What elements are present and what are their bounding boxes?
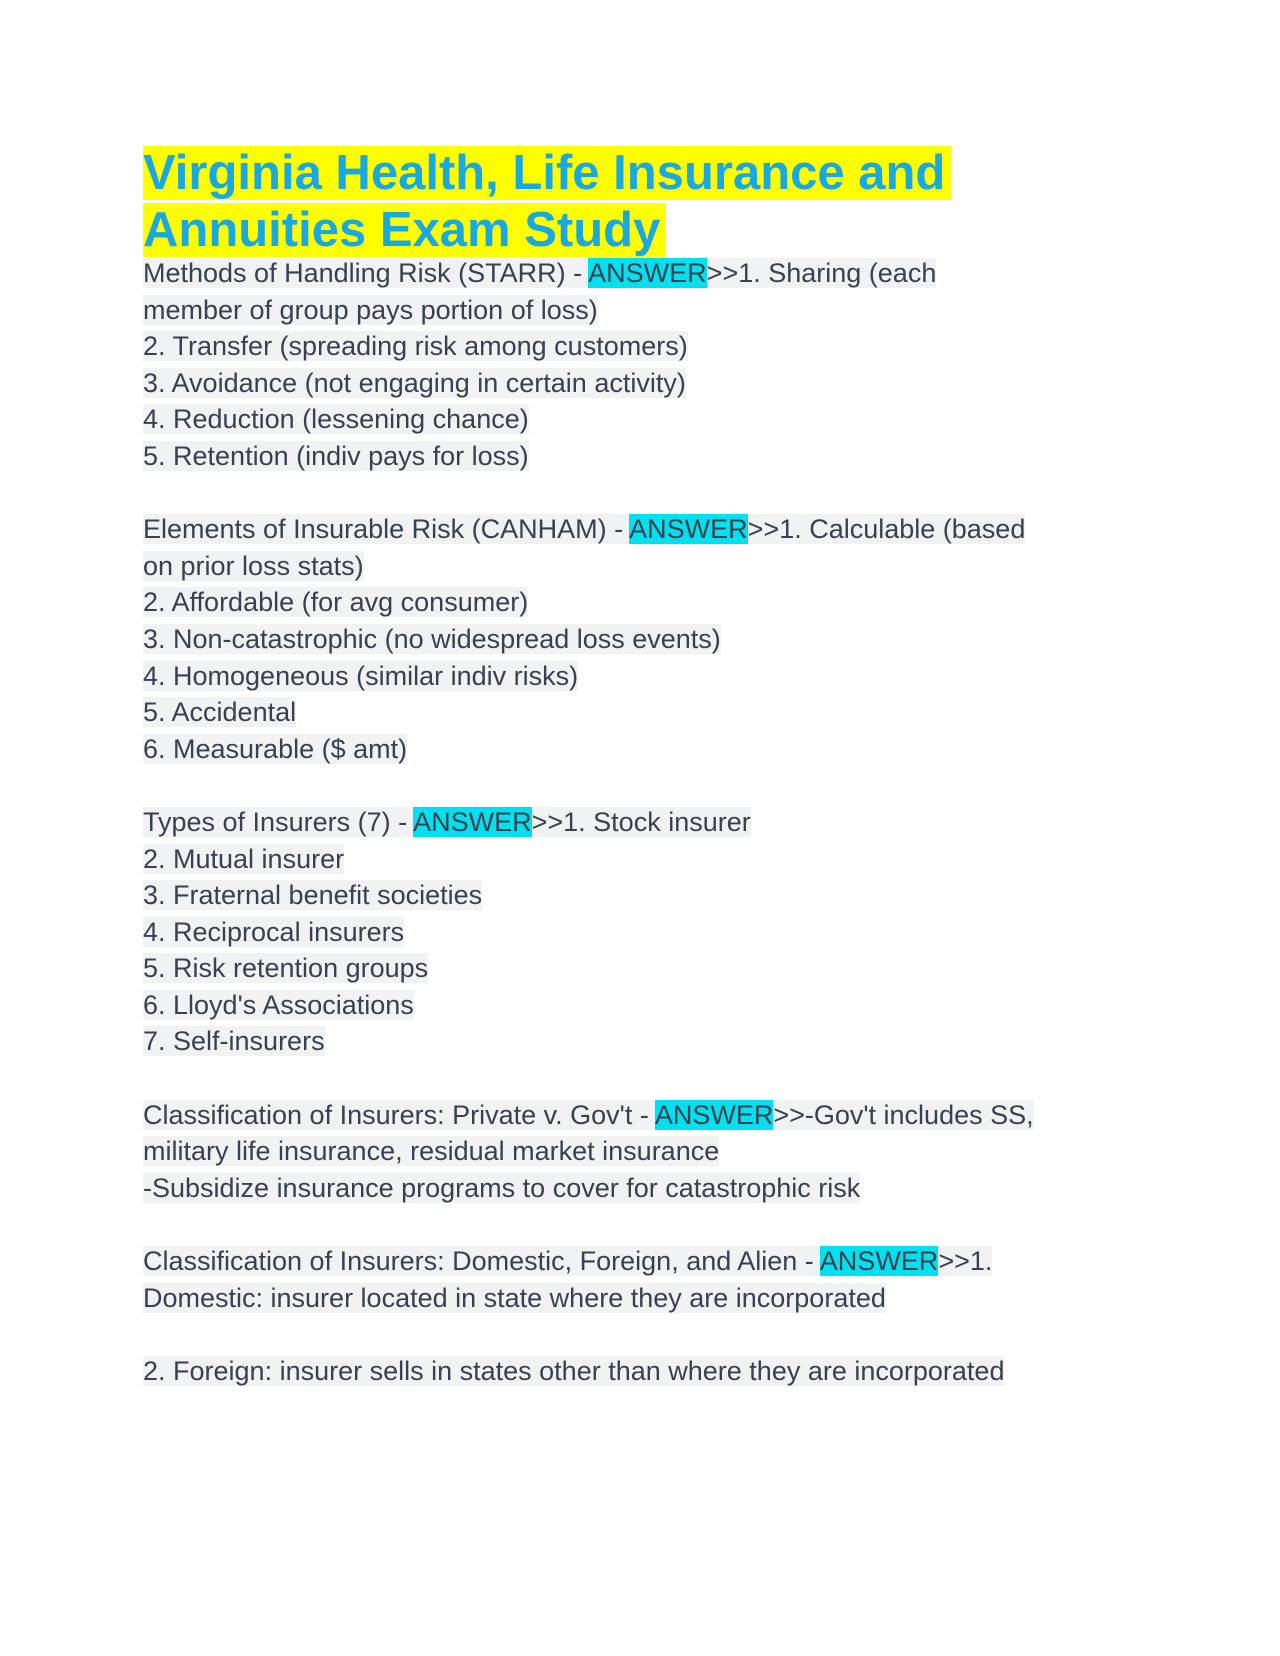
document-title (143, 145, 1240, 259)
text-segment: 4. Reduction (lessening chance) (143, 404, 529, 435)
text-segment: 5. Risk retention groups (143, 953, 429, 984)
text-segment: on prior loss stats) (143, 550, 364, 581)
text-segment: Types of Insurers (7) - (143, 806, 414, 837)
text-segment: 6. Lloyd's Associations (143, 989, 414, 1020)
text-segment: 6. Measurable ($ amt) (143, 733, 408, 764)
text-segment: Elements of Insurable Risk (CANHAM) - (143, 514, 630, 545)
qa-block (143, 1097, 1240, 1207)
text-segment: >>-Gov't includes SS, (773, 1099, 1034, 1130)
text-segment: 5. Retention (indiv pays for loss) (143, 440, 529, 471)
text-segment: Domestic: insurer located in state where they are incorporated (143, 1282, 886, 1313)
text-segment: 3. Non-catastrophic (no widespread loss events) (143, 623, 721, 654)
text-segment: Classification of Insurers: Domestic, Foreign, and Alien - (143, 1246, 820, 1277)
title-line-1: Virginia Health, Life Insurance and (143, 146, 951, 200)
text-segment: 5. Accidental (143, 697, 297, 728)
qa-block (143, 804, 1240, 1060)
document-body (143, 255, 1240, 1389)
qa-block (143, 1243, 1240, 1316)
title-line-2: Annuities Exam Study (143, 203, 666, 257)
text-segment: Classification of Insurers: Private v. Gov't - (143, 1099, 655, 1130)
answer-highlight: ANSWER (629, 514, 748, 545)
text-segment: 2. Mutual insurer (143, 843, 345, 874)
text-segment: -Subsidize insurance programs to cover for catastrophic risk (143, 1172, 861, 1203)
text-segment: 2. Affordable (for avg consumer) (143, 587, 529, 618)
text-segment: 2. Transfer (spreading risk among customers) (143, 331, 688, 362)
answer-highlight: ANSWER (654, 1099, 774, 1130)
text-segment: 2. Foreign: insurer sells in states other than where they are incorporated (143, 1355, 1005, 1386)
text-segment: 4. Reciprocal insurers (143, 916, 405, 947)
text-segment: >>1. Sharing (each (706, 258, 937, 288)
answer-highlight: ANSWER (413, 806, 532, 837)
text-segment: military life insurance, residual market insurance (143, 1136, 720, 1167)
text-segment: Methods of Handling Risk (STARR) - (143, 258, 589, 288)
text-segment: 4. Homogeneous (similar indiv risks) (143, 660, 579, 691)
answer-highlight: ANSWER (588, 258, 707, 288)
text-segment: member of group pays portion of loss) (143, 294, 598, 325)
answer-highlight: ANSWER (819, 1246, 939, 1277)
text-segment: 7. Self-insurers (143, 1026, 325, 1057)
text-segment: 3. Avoidance (not engaging in certain activity) (143, 367, 686, 398)
text-segment: >>1. (938, 1246, 993, 1277)
text-segment: >>1. Stock insurer (531, 806, 751, 837)
qa-block (143, 511, 1240, 767)
qa-block (143, 255, 1240, 475)
text-segment: 3. Fraternal benefit societies (143, 880, 483, 911)
qa-block (143, 1353, 1240, 1390)
text-segment: >>1. Calculable (based (747, 514, 1026, 545)
